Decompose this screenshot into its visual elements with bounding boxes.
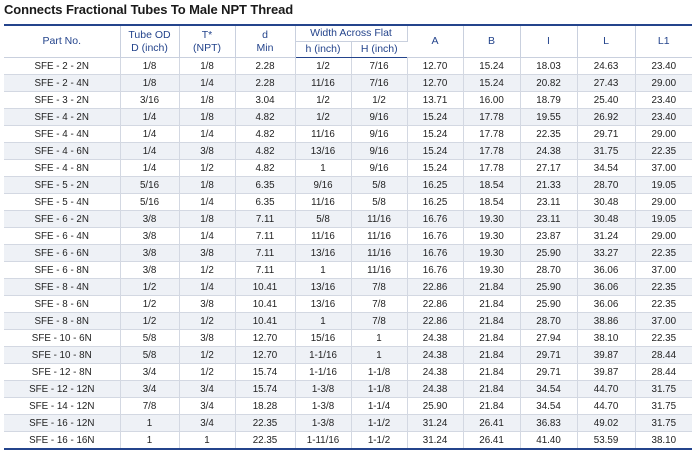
table-row <box>4 381 692 398</box>
cell-i: 41.40 <box>520 432 577 450</box>
cell-t-npt: 1/8 <box>179 58 235 75</box>
cell-a: 16.25 <box>407 177 463 194</box>
cell-tube-od: 3/4 <box>120 364 179 381</box>
cell-b: 21.84 <box>463 279 520 296</box>
cell-l: 49.02 <box>577 415 635 432</box>
cell-l1: 29.00 <box>635 228 692 245</box>
cell-i: 22.35 <box>520 126 577 143</box>
cell-i: 23.87 <box>520 228 577 245</box>
cell-d-min: 2.28 <box>235 75 295 92</box>
cell-t-npt: 1/8 <box>179 177 235 194</box>
header-tube-od-line2: D (inch) <box>131 41 168 54</box>
cell-h-small: 1-11/16 <box>295 432 351 450</box>
header-b: B <box>463 25 520 58</box>
cell-tube-od: 1/4 <box>120 160 179 177</box>
cell-d-min: 10.41 <box>235 313 295 330</box>
cell-a: 24.38 <box>407 381 463 398</box>
cell-h-small: 15/16 <box>295 330 351 347</box>
cell-a: 12.70 <box>407 58 463 75</box>
cell-part-no: SFE - 6 - 6N <box>4 245 120 262</box>
cell-t-npt: 3/4 <box>179 381 235 398</box>
table-row <box>4 92 692 109</box>
header-t-line1: T* <box>201 28 213 41</box>
table-row <box>4 296 692 313</box>
cell-b: 21.84 <box>463 364 520 381</box>
cell-l: 25.40 <box>577 92 635 109</box>
cell-i: 36.83 <box>520 415 577 432</box>
cell-t-npt: 3/8 <box>179 143 235 160</box>
cell-tube-od: 5/16 <box>120 177 179 194</box>
cell-t-npt: 1/8 <box>179 109 235 126</box>
table-row <box>4 75 692 92</box>
cell-part-no: SFE - 4 - 8N <box>4 160 120 177</box>
table-row <box>4 58 692 75</box>
cell-d-min: 22.35 <box>235 432 295 450</box>
cell-t-npt: 1/2 <box>179 313 235 330</box>
cell-h-small: 11/16 <box>295 75 351 92</box>
cell-l1: 19.05 <box>635 211 692 228</box>
cell-d-min: 7.11 <box>235 228 295 245</box>
cell-b: 19.30 <box>463 228 520 245</box>
cell-tube-od: 1/2 <box>120 279 179 296</box>
cell-l1: 31.75 <box>635 381 692 398</box>
cell-part-no: SFE - 6 - 4N <box>4 228 120 245</box>
cell-a: 24.38 <box>407 364 463 381</box>
cell-l1: 29.00 <box>635 194 692 211</box>
cell-d-min: 2.28 <box>235 58 295 75</box>
cell-t-npt: 3/8 <box>179 245 235 262</box>
table-row <box>4 177 692 194</box>
cell-l1: 22.35 <box>635 330 692 347</box>
cell-b: 26.41 <box>463 432 520 450</box>
cell-d-min: 7.11 <box>235 245 295 262</box>
table-row <box>4 415 692 432</box>
table-row <box>4 313 692 330</box>
cell-t-npt: 1/8 <box>179 92 235 109</box>
cell-b: 16.00 <box>463 92 520 109</box>
header-h-small: h (inch) <box>295 42 351 58</box>
cell-tube-od: 5/16 <box>120 194 179 211</box>
cell-i: 25.90 <box>520 296 577 313</box>
cell-i: 29.71 <box>520 347 577 364</box>
cell-b: 21.84 <box>463 398 520 415</box>
cell-l1: 22.35 <box>635 143 692 160</box>
cell-h-small: 13/16 <box>295 279 351 296</box>
cell-l1: 23.40 <box>635 92 692 109</box>
cell-i: 28.70 <box>520 313 577 330</box>
cell-b: 15.24 <box>463 75 520 92</box>
cell-a: 15.24 <box>407 160 463 177</box>
cell-d-min: 12.70 <box>235 347 295 364</box>
cell-a: 15.24 <box>407 126 463 143</box>
cell-l: 24.63 <box>577 58 635 75</box>
cell-t-npt: 1/4 <box>179 194 235 211</box>
header-d-line2: Min <box>256 41 274 54</box>
cell-l1: 31.75 <box>635 398 692 415</box>
cell-l1: 22.35 <box>635 245 692 262</box>
cell-h-small: 13/16 <box>295 143 351 160</box>
cell-a: 16.76 <box>407 245 463 262</box>
cell-a: 16.76 <box>407 262 463 279</box>
cell-i: 23.11 <box>520 194 577 211</box>
cell-part-no: SFE - 4 - 4N <box>4 126 120 143</box>
cell-l1: 28.44 <box>635 364 692 381</box>
cell-t-npt: 1/2 <box>179 364 235 381</box>
cell-i: 29.71 <box>520 364 577 381</box>
cell-h-large: 7/16 <box>351 75 407 92</box>
cell-tube-od: 1 <box>120 415 179 432</box>
cell-d-min: 7.11 <box>235 262 295 279</box>
cell-d-min: 10.41 <box>235 296 295 313</box>
header-t-line2: (NPT) <box>193 41 221 54</box>
cell-l: 26.92 <box>577 109 635 126</box>
cell-tube-od: 1/2 <box>120 313 179 330</box>
cell-b: 21.84 <box>463 347 520 364</box>
cell-a: 24.38 <box>407 330 463 347</box>
cell-a: 13.71 <box>407 92 463 109</box>
cell-b: 19.30 <box>463 211 520 228</box>
cell-d-min: 4.82 <box>235 126 295 143</box>
cell-a: 31.24 <box>407 415 463 432</box>
header-d-line1: d <box>262 28 268 41</box>
cell-h-small: 5/8 <box>295 211 351 228</box>
cell-h-large: 1-1/2 <box>351 432 407 450</box>
cell-i: 27.17 <box>520 160 577 177</box>
cell-b: 21.84 <box>463 296 520 313</box>
cell-l1: 37.00 <box>635 160 692 177</box>
cell-h-large: 11/16 <box>351 262 407 279</box>
cell-l1: 28.44 <box>635 347 692 364</box>
cell-h-large: 1-1/4 <box>351 398 407 415</box>
cell-h-small: 1 <box>295 313 351 330</box>
cell-part-no: SFE - 4 - 6N <box>4 143 120 160</box>
cell-a: 24.38 <box>407 347 463 364</box>
cell-part-no: SFE - 2 - 2N <box>4 58 120 75</box>
cell-i: 20.82 <box>520 75 577 92</box>
cell-tube-od: 1/2 <box>120 296 179 313</box>
table-row <box>4 194 692 211</box>
cell-h-small: 1-3/8 <box>295 398 351 415</box>
cell-b: 19.30 <box>463 262 520 279</box>
table-row <box>4 143 692 160</box>
cell-t-npt: 1/4 <box>179 279 235 296</box>
cell-l: 44.70 <box>577 381 635 398</box>
cell-b: 17.78 <box>463 126 520 143</box>
cell-h-small: 1/2 <box>295 58 351 75</box>
header-h-large: H (inch) <box>351 42 407 58</box>
cell-d-min: 6.35 <box>235 177 295 194</box>
cell-h-small: 1-3/8 <box>295 415 351 432</box>
cell-d-min: 4.82 <box>235 160 295 177</box>
cell-h-small: 1/2 <box>295 109 351 126</box>
cell-a: 22.86 <box>407 296 463 313</box>
cell-i: 25.90 <box>520 279 577 296</box>
cell-l1: 22.35 <box>635 296 692 313</box>
cell-h-large: 7/8 <box>351 279 407 296</box>
cell-a: 12.70 <box>407 75 463 92</box>
cell-a: 15.24 <box>407 109 463 126</box>
cell-part-no: SFE - 8 - 8N <box>4 313 120 330</box>
cell-h-large: 5/8 <box>351 177 407 194</box>
table-row <box>4 398 692 415</box>
cell-t-npt: 1/2 <box>179 347 235 364</box>
cell-part-no: SFE - 14 - 12N <box>4 398 120 415</box>
cell-h-large: 1/2 <box>351 92 407 109</box>
cell-b: 17.78 <box>463 160 520 177</box>
cell-part-no: SFE - 3 - 2N <box>4 92 120 109</box>
cell-tube-od: 3/16 <box>120 92 179 109</box>
cell-tube-od: 3/8 <box>120 262 179 279</box>
cell-l: 31.24 <box>577 228 635 245</box>
cell-a: 31.24 <box>407 432 463 450</box>
cell-tube-od: 5/8 <box>120 347 179 364</box>
cell-t-npt: 1/4 <box>179 228 235 245</box>
cell-d-min: 6.35 <box>235 194 295 211</box>
cell-i: 34.54 <box>520 381 577 398</box>
cell-t-npt: 1/4 <box>179 126 235 143</box>
cell-a: 16.25 <box>407 194 463 211</box>
cell-h-small: 11/16 <box>295 126 351 143</box>
cell-l: 27.43 <box>577 75 635 92</box>
cell-i: 27.94 <box>520 330 577 347</box>
cell-tube-od: 3/8 <box>120 245 179 262</box>
cell-l: 38.86 <box>577 313 635 330</box>
cell-i: 24.38 <box>520 143 577 160</box>
header-i: I <box>520 25 577 58</box>
cell-part-no: SFE - 16 - 12N <box>4 415 120 432</box>
cell-h-large: 11/16 <box>351 211 407 228</box>
cell-a: 16.76 <box>407 228 463 245</box>
cell-i: 18.03 <box>520 58 577 75</box>
cell-part-no: SFE - 10 - 6N <box>4 330 120 347</box>
cell-b: 21.84 <box>463 330 520 347</box>
cell-tube-od: 1 <box>120 432 179 450</box>
cell-part-no: SFE - 12 - 8N <box>4 364 120 381</box>
cell-d-min: 4.82 <box>235 143 295 160</box>
header-d-min <box>235 25 295 58</box>
cell-h-large: 7/16 <box>351 58 407 75</box>
table-row <box>4 211 692 228</box>
table-row <box>4 262 692 279</box>
cell-l: 30.48 <box>577 211 635 228</box>
cell-tube-od: 5/8 <box>120 330 179 347</box>
cell-i: 25.90 <box>520 245 577 262</box>
table-row <box>4 126 692 143</box>
cell-h-large: 7/8 <box>351 296 407 313</box>
cell-t-npt: 1 <box>179 432 235 450</box>
cell-t-npt: 3/4 <box>179 398 235 415</box>
cell-l: 39.87 <box>577 347 635 364</box>
cell-l: 33.27 <box>577 245 635 262</box>
cell-tube-od: 1/4 <box>120 143 179 160</box>
cell-h-small: 1 <box>295 262 351 279</box>
cell-b: 18.54 <box>463 194 520 211</box>
page-title: Connects Fractional Tubes To Male NPT Thread <box>4 2 294 17</box>
cell-h-small: 1-1/16 <box>295 347 351 364</box>
cell-h-small: 13/16 <box>295 245 351 262</box>
table-row <box>4 228 692 245</box>
cell-h-large: 9/16 <box>351 160 407 177</box>
header-l: L <box>577 25 635 58</box>
cell-h-small: 11/16 <box>295 228 351 245</box>
cell-i: 18.79 <box>520 92 577 109</box>
cell-tube-od: 1/8 <box>120 58 179 75</box>
cell-i: 23.11 <box>520 211 577 228</box>
cell-t-npt: 1/4 <box>179 75 235 92</box>
cell-part-no: SFE - 5 - 2N <box>4 177 120 194</box>
header-width-across-flat: Width Across Flat <box>295 25 407 42</box>
cell-l: 39.87 <box>577 364 635 381</box>
cell-h-large: 9/16 <box>351 143 407 160</box>
cell-h-large: 7/8 <box>351 313 407 330</box>
cell-a: 22.86 <box>407 313 463 330</box>
cell-a: 16.76 <box>407 211 463 228</box>
cell-t-npt: 1/2 <box>179 160 235 177</box>
cell-a: 15.24 <box>407 143 463 160</box>
cell-b: 18.54 <box>463 177 520 194</box>
cell-l: 36.06 <box>577 262 635 279</box>
cell-tube-od: 3/8 <box>120 211 179 228</box>
table-row <box>4 432 692 450</box>
cell-h-large: 1 <box>351 347 407 364</box>
cell-b: 21.84 <box>463 313 520 330</box>
cell-tube-od: 1/8 <box>120 75 179 92</box>
header-l1: L1 <box>635 25 692 58</box>
cell-h-large: 1-1/2 <box>351 415 407 432</box>
table-row <box>4 160 692 177</box>
table-row <box>4 347 692 364</box>
cell-tube-od: 3/8 <box>120 228 179 245</box>
cell-b: 17.78 <box>463 143 520 160</box>
cell-h-large: 11/16 <box>351 245 407 262</box>
cell-l: 34.54 <box>577 160 635 177</box>
cell-t-npt: 1/8 <box>179 211 235 228</box>
cell-d-min: 10.41 <box>235 279 295 296</box>
header-a: A <box>407 25 463 58</box>
cell-h-small: 1/2 <box>295 92 351 109</box>
cell-t-npt: 3/8 <box>179 296 235 313</box>
cell-i: 21.33 <box>520 177 577 194</box>
cell-l1: 29.00 <box>635 126 692 143</box>
cell-l1: 38.10 <box>635 432 692 450</box>
cell-i: 28.70 <box>520 262 577 279</box>
cell-h-small: 1 <box>295 160 351 177</box>
cell-l1: 37.00 <box>635 262 692 279</box>
cell-d-min: 22.35 <box>235 415 295 432</box>
header-tube-od <box>120 25 179 58</box>
cell-d-min: 7.11 <box>235 211 295 228</box>
cell-l: 30.48 <box>577 194 635 211</box>
cell-h-large: 9/16 <box>351 126 407 143</box>
cell-i: 34.54 <box>520 398 577 415</box>
cell-part-no: SFE - 2 - 4N <box>4 75 120 92</box>
cell-b: 21.84 <box>463 381 520 398</box>
cell-l1: 22.35 <box>635 279 692 296</box>
cell-h-small: 1-1/16 <box>295 364 351 381</box>
cell-tube-od: 7/8 <box>120 398 179 415</box>
cell-part-no: SFE - 8 - 4N <box>4 279 120 296</box>
cell-h-small: 11/16 <box>295 194 351 211</box>
cell-i: 19.55 <box>520 109 577 126</box>
cell-l: 44.70 <box>577 398 635 415</box>
cell-l1: 23.40 <box>635 58 692 75</box>
cell-h-large: 9/16 <box>351 109 407 126</box>
table-row <box>4 245 692 262</box>
cell-b: 19.30 <box>463 245 520 262</box>
cell-tube-od: 3/4 <box>120 381 179 398</box>
cell-h-large: 11/16 <box>351 228 407 245</box>
cell-l: 28.70 <box>577 177 635 194</box>
cell-part-no: SFE - 4 - 2N <box>4 109 120 126</box>
cell-part-no: SFE - 10 - 8N <box>4 347 120 364</box>
cell-l: 31.75 <box>577 143 635 160</box>
cell-a: 25.90 <box>407 398 463 415</box>
cell-part-no: SFE - 16 - 16N <box>4 432 120 450</box>
cell-h-large: 1 <box>351 330 407 347</box>
header-tube-od-line1: Tube OD <box>128 28 171 41</box>
cell-part-no: SFE - 12 - 12N <box>4 381 120 398</box>
cell-h-large: 1-1/8 <box>351 381 407 398</box>
cell-part-no: SFE - 5 - 4N <box>4 194 120 211</box>
cell-l1: 29.00 <box>635 75 692 92</box>
spec-table <box>4 24 692 450</box>
cell-h-small: 9/16 <box>295 177 351 194</box>
cell-l: 29.71 <box>577 126 635 143</box>
cell-b: 17.78 <box>463 109 520 126</box>
table-row <box>4 364 692 381</box>
cell-d-min: 15.74 <box>235 364 295 381</box>
header-part-no: Part No. <box>4 25 120 58</box>
table-body <box>4 58 692 450</box>
table-row <box>4 109 692 126</box>
table-row <box>4 330 692 347</box>
cell-d-min: 18.28 <box>235 398 295 415</box>
cell-part-no: SFE - 6 - 8N <box>4 262 120 279</box>
cell-l1: 23.40 <box>635 109 692 126</box>
cell-part-no: SFE - 6 - 2N <box>4 211 120 228</box>
cell-l: 36.06 <box>577 296 635 313</box>
cell-l: 36.06 <box>577 279 635 296</box>
cell-d-min: 15.74 <box>235 381 295 398</box>
cell-h-small: 1-3/8 <box>295 381 351 398</box>
cell-l1: 31.75 <box>635 415 692 432</box>
header-t-npt <box>179 25 235 58</box>
cell-l1: 37.00 <box>635 313 692 330</box>
cell-t-npt: 3/8 <box>179 330 235 347</box>
cell-h-large: 5/8 <box>351 194 407 211</box>
cell-t-npt: 3/4 <box>179 415 235 432</box>
cell-part-no: SFE - 8 - 6N <box>4 296 120 313</box>
cell-a: 22.86 <box>407 279 463 296</box>
cell-l: 53.59 <box>577 432 635 450</box>
cell-tube-od: 1/4 <box>120 109 179 126</box>
cell-d-min: 12.70 <box>235 330 295 347</box>
cell-l1: 19.05 <box>635 177 692 194</box>
cell-l: 38.10 <box>577 330 635 347</box>
cell-b: 15.24 <box>463 58 520 75</box>
cell-b: 26.41 <box>463 415 520 432</box>
cell-h-small: 13/16 <box>295 296 351 313</box>
cell-t-npt: 1/2 <box>179 262 235 279</box>
cell-d-min: 3.04 <box>235 92 295 109</box>
cell-tube-od: 1/4 <box>120 126 179 143</box>
cell-h-large: 1-1/8 <box>351 364 407 381</box>
table-row <box>4 279 692 296</box>
cell-d-min: 4.82 <box>235 109 295 126</box>
